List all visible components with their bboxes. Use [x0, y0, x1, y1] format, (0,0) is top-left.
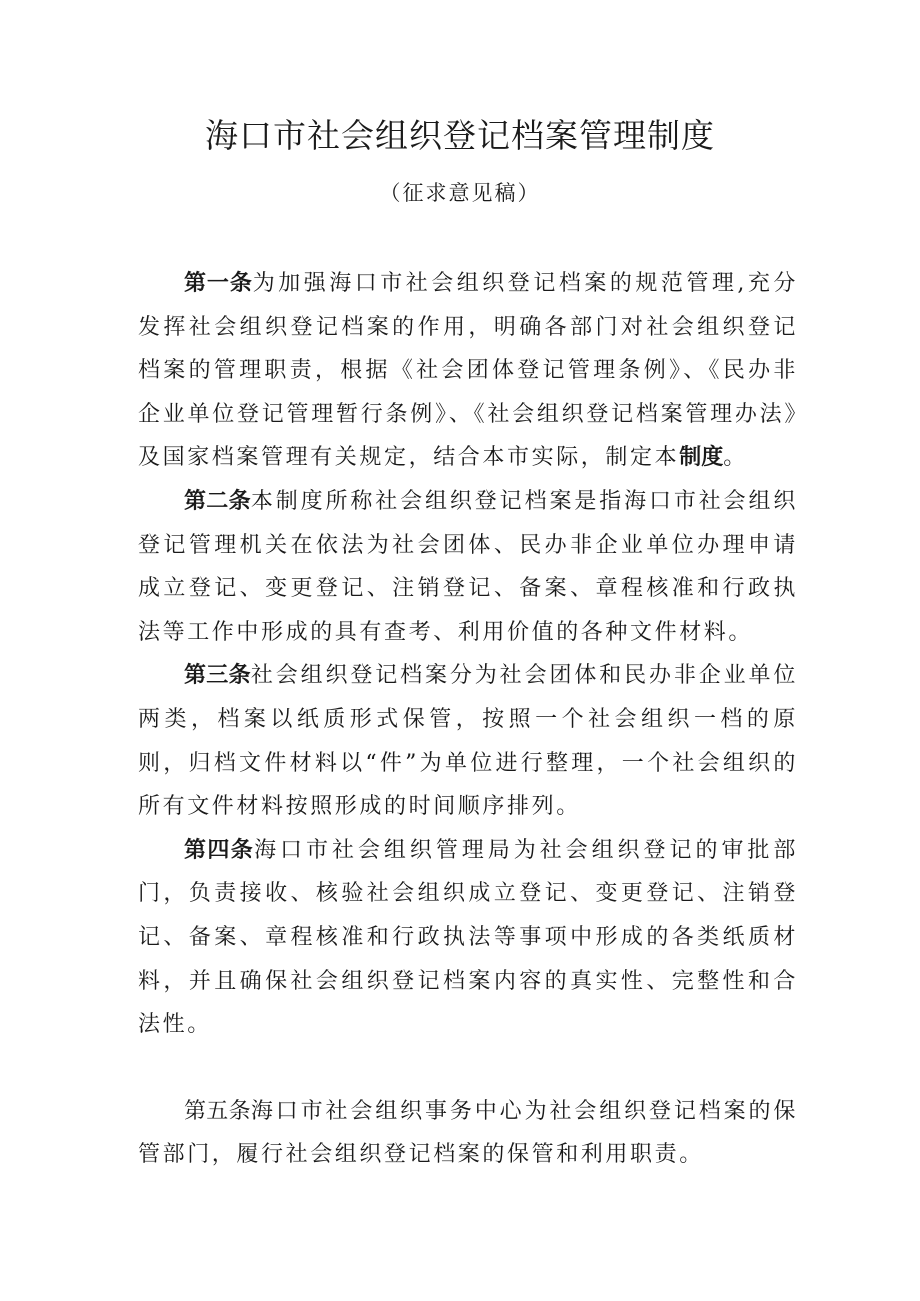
article-number: 第四条	[184, 837, 255, 863]
article-text: 本制度所称社会组织登记档案是指海口市社会组织登记管理机关在依法为社会团体、民办非企业单位办理申请成立登记、变更登记、注销登记、备案、章程核准和行政执法等工作中形成的具有查考、利用价值的各种文件材料。	[138, 488, 798, 645]
article-3	[138, 654, 798, 828]
article-2	[138, 480, 798, 654]
article-text: 为加强海口市社会组织登记档案的规范管理,充分发挥社会组织登记档案的作用，明确各部门对社会组织登记档案的管理职责，根据《社会团体登记管理条例》、《民办非企业单位登记管理暂行条例》、《社会组织登记档案管理办法》及国家档案管理有关规定，结合本市实际，制定本	[138, 271, 798, 471]
article-text: 社会组织登记档案分为社会团体和民办非企业单位两类，档案以纸质形式保管，按照一个社会组织一档的原则，归档文件材料以“件”为单位进行整理，一个社会组织的所有文件材料按照形成的时间顺序排列。	[138, 663, 798, 820]
article-number: 第一条	[184, 271, 253, 296]
article-text: 海口市社会组织事务中心为社会组织登记档案的保管部门，履行社会组织登记档案的保管和利用职责。	[138, 1098, 798, 1168]
article-5	[138, 1090, 798, 1177]
article-list	[138, 262, 798, 1177]
document-title: 海口市社会组织登记档案管理制度	[205, 116, 715, 155]
article-1	[138, 262, 798, 480]
article-text-tail: 。	[723, 445, 748, 471]
article-number: 第五条	[184, 1098, 251, 1124]
article-emphasis: 制度	[679, 445, 724, 471]
article-number: 第二条	[184, 488, 251, 514]
article-number: 第三条	[184, 663, 251, 689]
article-4	[138, 829, 798, 1047]
document-subtitle: （征求意见稿）	[379, 181, 541, 205]
article-text: 海口市社会组织管理局为社会组织登记的审批部门，负责接收、核验社会组织成立登记、变更登记、注销登记、备案、章程核准和行政执法等事项中形成的各类纸质材料，并且确保社会组织登记档案内容的真实性、完整性和合法性。	[138, 837, 798, 1038]
